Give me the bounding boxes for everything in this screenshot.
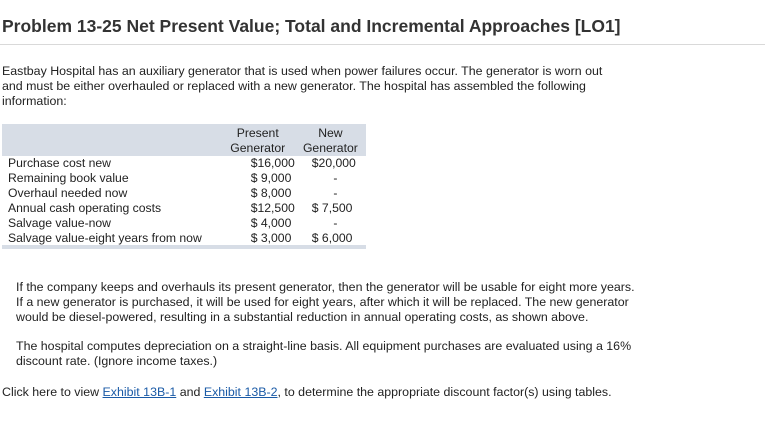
new-value-cell: - <box>333 186 338 200</box>
page-title: Problem 13-25 Net Present Value; Total and Incremental Approaches [LO1] <box>2 16 621 36</box>
table-row <box>2 186 366 201</box>
new-value-cell: $ 7,500 <box>311 201 353 215</box>
table-bottom-band <box>2 245 366 249</box>
present-value-cell: $16,000 <box>250 156 295 170</box>
row-label: Salvage value-now <box>8 216 111 230</box>
table-row <box>2 201 366 216</box>
table-row <box>2 216 366 231</box>
table-row <box>2 171 366 186</box>
exhibit-middle-text: and <box>176 385 204 399</box>
new-value-cell: $ 6,000 <box>311 231 353 245</box>
header-new-line1: New <box>295 124 366 141</box>
row-label: Salvage value-eight years from now <box>8 231 202 245</box>
generator-data-table <box>2 124 366 247</box>
row-label: Annual cash operating costs <box>8 201 162 215</box>
row-label: Remaining book value <box>8 171 129 185</box>
header-blank-cell <box>2 124 221 141</box>
present-value-cell: $ 9,000 <box>250 171 292 185</box>
title-divider <box>0 44 765 45</box>
exhibit-13b-2-link[interactable]: Exhibit 13B-2 <box>203 385 278 399</box>
table-header-row <box>2 124 366 141</box>
header-present-line1: Present <box>221 124 295 141</box>
present-value-cell: $ 4,000 <box>250 216 292 230</box>
header-new-line2: Generator <box>295 141 366 156</box>
present-value-cell: $ 8,000 <box>250 186 292 200</box>
intro-paragraph: Eastbay Hospital has an auxiliary generator that is used when power failures occur. The generator is worn out and must be either overhauled or replaced with a new generator. The hospital has assembled the following information: <box>2 64 603 108</box>
exhibit-prefix-text: Click here to view <box>2 385 103 399</box>
table-header-row <box>2 141 366 156</box>
row-label: Overhaul needed now <box>8 186 128 200</box>
exhibit-13b-1-link[interactable]: Exhibit 13B-1 <box>102 385 177 399</box>
table-row <box>2 156 366 171</box>
depreciation-paragraph: The hospital computes depreciation on a straight-line basis. All equipment purchases are evaluated using a 16% discount rate. (Ignore income taxes.) <box>16 339 632 368</box>
row-label: Purchase cost new <box>8 156 111 170</box>
new-value-cell: - <box>333 216 338 230</box>
exhibit-instructions <box>2 385 622 400</box>
new-value-cell: $20,000 <box>311 156 356 170</box>
present-value-cell: $12,500 <box>250 201 295 215</box>
header-present-line2: Generator <box>221 141 295 156</box>
exhibit-suffix-text: , to determine the appropriate discount factor(s) using tables. <box>277 385 612 399</box>
present-value-cell: $ 3,000 <box>250 231 292 245</box>
keep-or-replace-paragraph: If the company keeps and overhauls its present generator, then the generator will be usable for eight more years. If a new generator is purchased, it will be used for eight years, after which it will be replaced. The new generator would be diesel-powered, resulting in a substantial reduction in annual operating costs, as shown above. <box>16 280 635 324</box>
new-value-cell: - <box>333 171 338 185</box>
header-blank-cell <box>2 141 221 156</box>
